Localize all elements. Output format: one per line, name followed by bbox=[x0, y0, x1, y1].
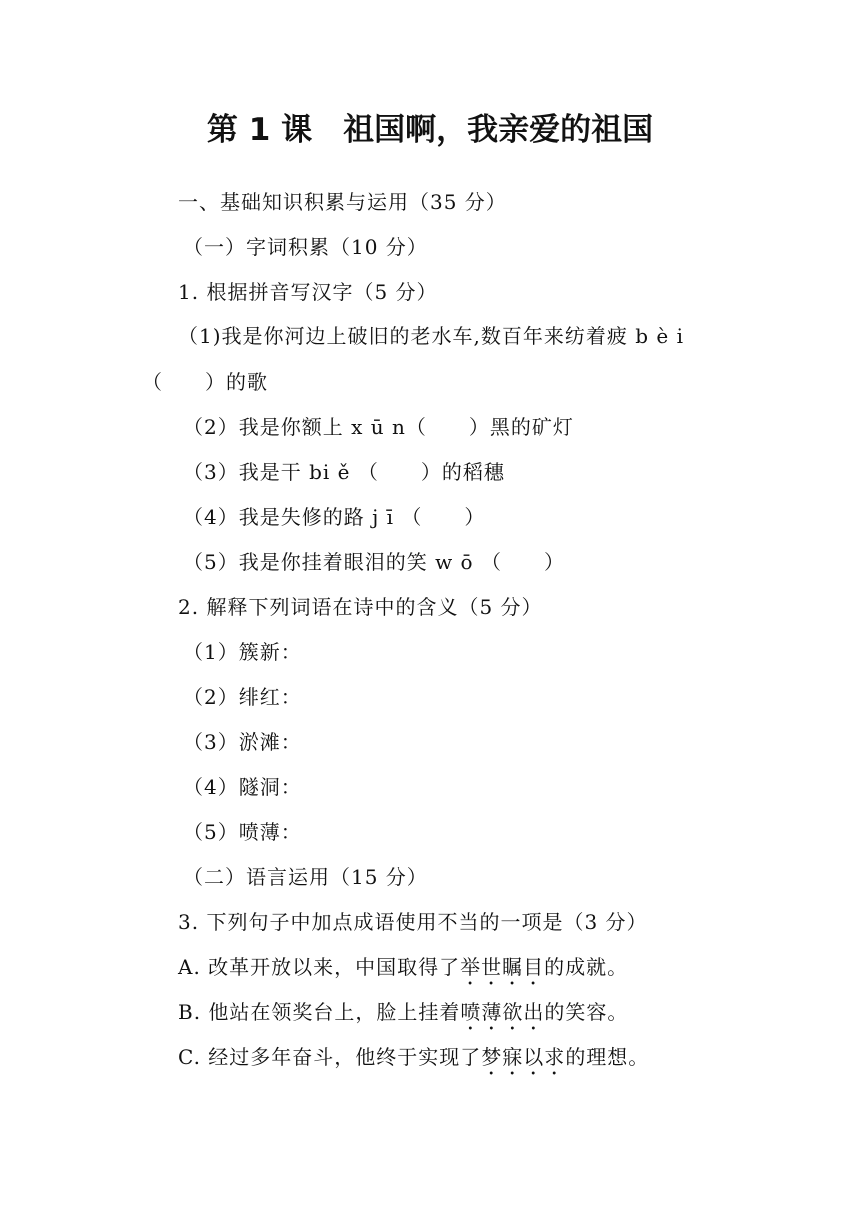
option-c-idiom: 梦寐以求 bbox=[481, 1045, 566, 1069]
question-2-item-5: （5）喷薄： bbox=[183, 820, 302, 844]
question-1-item-3: （3）我是干 bi ě （ ）的稻穗 bbox=[183, 460, 505, 484]
option-c-suffix: 的理想。 bbox=[565, 1045, 650, 1069]
question-1-item-1-continued: （ ）的歌 bbox=[142, 370, 268, 394]
question-1-item-2: （2）我是你额上 x ū n（ ）黑的矿灯 bbox=[183, 415, 574, 439]
option-a-suffix: 的成就。 bbox=[544, 955, 629, 979]
subsection-heading-language: （二）语言运用（15 分） bbox=[183, 865, 428, 889]
option-a-prefix: A. 改革开放以来，中国取得了 bbox=[178, 955, 461, 979]
question-2-item-1: （1）簇新： bbox=[183, 640, 302, 664]
subsection-heading-vocab: （一）字词积累（10 分） bbox=[183, 235, 428, 259]
question-2-heading: 2. 解释下列词语在诗中的含义（5 分） bbox=[178, 595, 543, 619]
question-1-heading: 1. 根据拼音写汉字（5 分） bbox=[178, 280, 438, 304]
option-a-idiom: 举世瞩目 bbox=[460, 955, 545, 979]
question-2-item-3: （3）淤滩： bbox=[183, 730, 302, 754]
section-heading: 一、基础知识积累与运用（35 分） bbox=[178, 190, 507, 214]
question-3-option-b bbox=[178, 998, 628, 1035]
question-2-item-4: （4）隧洞： bbox=[183, 775, 302, 799]
option-c-prefix: C. 经过多年奋斗，他终于实现了 bbox=[178, 1045, 482, 1069]
question-1-item-1: （1)我是你河边上破旧的老水车,数百年来纺着疲 b è i bbox=[178, 324, 684, 348]
question-3-option-c bbox=[178, 1043, 649, 1080]
question-3-option-a bbox=[178, 953, 628, 990]
option-b-suffix: 的笑容。 bbox=[544, 1000, 629, 1024]
question-2-item-2: （2）绯红： bbox=[183, 685, 302, 709]
page-title: 第 1 课 祖国啊，我亲爱的祖国 bbox=[206, 112, 654, 148]
option-b-idiom: 喷薄欲出 bbox=[460, 1000, 545, 1024]
option-b-prefix: B. 他站在领奖台上，脸上挂着 bbox=[178, 1000, 461, 1024]
question-3-heading: 3. 下列句子中加点成语使用不当的一项是（3 分） bbox=[178, 910, 648, 934]
question-1-item-4: （4）我是失修的路 j ī （ ） bbox=[183, 505, 486, 529]
question-1-item-5: （5）我是你挂着眼泪的笑 w ō （ ） bbox=[183, 550, 565, 574]
